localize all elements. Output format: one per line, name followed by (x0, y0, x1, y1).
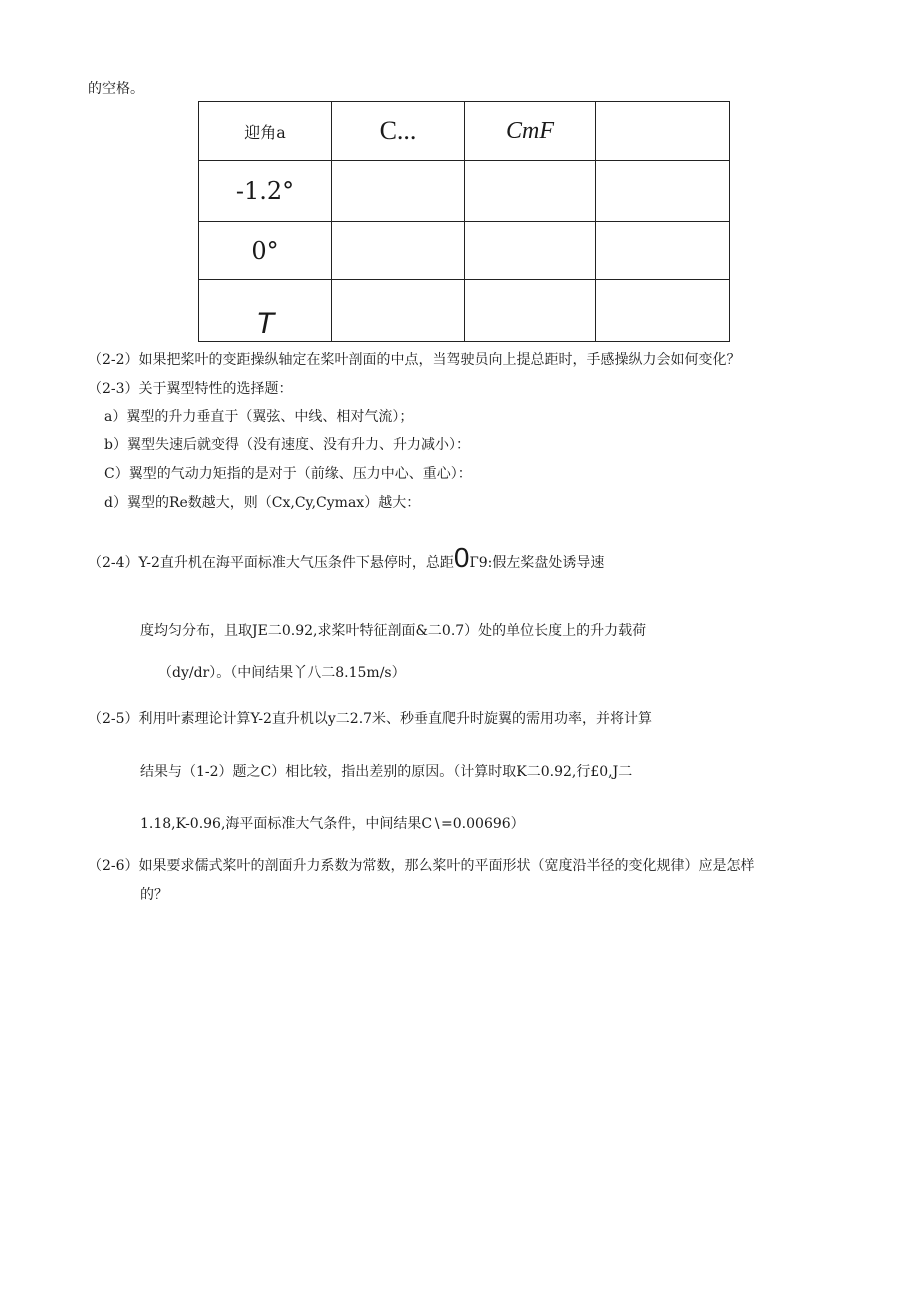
table-cell (332, 280, 465, 342)
angle-cell: T (199, 280, 332, 342)
table-cell (332, 161, 465, 222)
table-cell (596, 222, 730, 280)
angle-table (198, 101, 730, 342)
table-row (199, 280, 730, 342)
question-2-5: （2-5）利用叶素理论计算Y-2直升机以y二2.7米、秒垂直爬升时旋翼的需用功率，并将计算 (88, 711, 653, 727)
question-2-4-line-3: （dy/dr）。（中间结果丫八二8.15m∕s） (158, 665, 406, 681)
question-2-3-a: a）翼型的升力垂直于（翼弦、中线、相对气流）； (104, 409, 414, 425)
question-2-6-line-2: 的？ (140, 887, 168, 903)
question-2-3-b: b）翼型失速后就变得（没有速度、没有升力、升力减小）： (104, 437, 470, 453)
table-header-row (199, 102, 730, 161)
table-cell (596, 161, 730, 222)
table-row (199, 222, 730, 280)
table-row (199, 161, 730, 222)
question-2-5-line-3: 1.18,K-0.96,海平面标准大气条件，中间结果C∖=0.00696） (140, 816, 525, 832)
question-2-5-line-2: 结果与（1-2）题之C）相比较，指出差别的原因。（计算时取K二0.92,行£0,J二 (140, 764, 633, 780)
question-2-4 (88, 540, 604, 581)
question-2-4-text-tail: Г9:假左桨盘处诱导速 (469, 555, 605, 571)
question-2-3: （2-3）关于翼型特性的选择题： (88, 381, 293, 397)
question-2-4-line-2: 度均匀分布，且取JE二0.92,求桨叶特征剖面&二0.7）处的单位长度上的升力载荷 (140, 623, 647, 639)
question-2-4-big-symbol: 0 (453, 542, 470, 573)
header-empty (596, 102, 730, 161)
table-cell (465, 161, 596, 222)
question-2-2: （2-2）如果把桨叶的变距操纵轴定在桨叶剖面的中点，当驾驶员向上提总距时，手感操纵力会如何变化？ (88, 352, 741, 368)
intro-text: 的空格。 (88, 81, 144, 97)
question-2-3-d: d）翼型的Re数越大，则（Cx,Cy,Cymax）越大： (104, 495, 421, 511)
question-2-6: （2-6）如果要求儒式桨叶的剖面升力系数为常数，那么桨叶的平面形状（宽度沿半径的变化规律）应是怎样 (88, 858, 755, 874)
table-cell (332, 222, 465, 280)
question-2-3-c: C）翼型的气动力矩指的是对于（前缘、压力中心、重心）： (104, 466, 472, 482)
table-cell (596, 280, 730, 342)
angle-cell: 0° (199, 222, 332, 280)
header-c: C... (332, 102, 465, 161)
angle-cell: -1.2° (199, 161, 332, 222)
header-cmf: CmF (465, 102, 596, 161)
question-2-4-text: （2-4）Y-2直升机在海平面标准大气压条件下悬停时，总距 (88, 555, 454, 571)
table-cell (465, 280, 596, 342)
header-angle: 迎角a (199, 102, 332, 161)
table-cell (465, 222, 596, 280)
